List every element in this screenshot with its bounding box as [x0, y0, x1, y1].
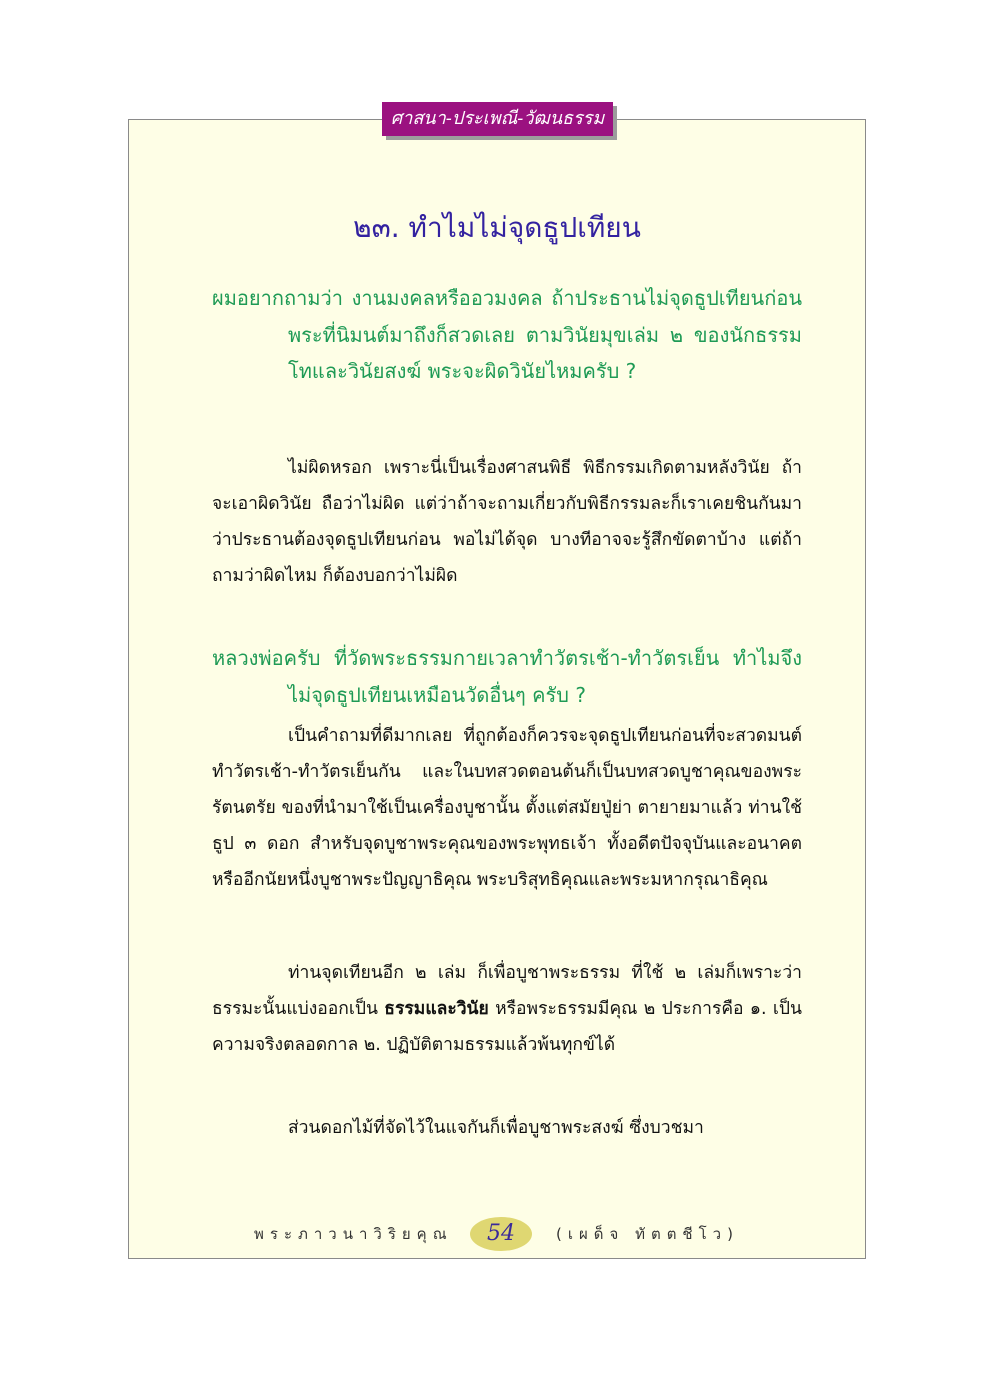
- page-number: 54: [470, 1217, 532, 1251]
- answer-3-text-end: หรือพระธรรมมีคุณ ๒ ประการคือ ๑. เป็นความจริงตลอดกาล ๒. ปฏิบัติตามธรรมแล้วพ้นทุกข์ได้: [212, 999, 802, 1055]
- section-tab: ศาสนา-ประเพณี-วัฒนธรรม: [382, 102, 613, 136]
- answer-3-bold-term: ธรรมและวินัย: [384, 999, 489, 1019]
- page-title: ๒๓. ทำไมไม่จุดธูปเทียน: [353, 211, 641, 244]
- answer-3: [212, 955, 802, 1063]
- answer-2: เป็นคำถามที่ดีมากเลย ที่ถูกต้องก็ควรจะจุดธูปเทียนก่อนที่จะสวดมนต์ทำวัตรเช้า-ทำวัตรเย็นกัน และในบทสวดตอนต้นก็เป็นบทสวดบูชาคุณของพระรัตนตรัย ของที่นำมาใช้เป็นเครื่องบูชานั้น ตั้งแต่สมัยปู่ย่า ตายายมาแล้ว ท่านใช้ธูป ๓ ดอก สำหรับจุดบูชาพระคุณของพระพุทธเจ้า ทั้งอดีตปัจจุบันและอนาคต หรืออีกนัยหนึ่งบูชาพระปัญญาธิคุณ พระบริสุทธิคุณและพระมหากรุณาธิคุณ: [212, 726, 802, 890]
- footer-author: พระภาวนาวิริยคุณ: [254, 1225, 453, 1243]
- footer-author-name: (เผด็จ ทัตตชีโว): [556, 1225, 739, 1243]
- question-2: หลวงพ่อครับ ที่วัดพระธรรมกายเวลาทำวัตรเช้า-ทำวัตรเย็น ทำไมจึงไม่จุดธูปเทียนเหมือนวัดอื่นๆ ครับ ?: [212, 646, 802, 707]
- question-1: ผมอยากถามว่า งานมงคลหรืออวมงคล ถ้าประธานไม่จุดธูปเทียนก่อน พระที่นิมนต์มาถึงก็สวดเลย ตามวินัยมุขเล่ม ๒ ของนักธรรมโทและวินัยสงฆ์ พระจะผิดวินัยไหมครับ ?: [212, 286, 802, 383]
- answer-4: ส่วนดอกไม้ที่จัดไว้ในแจกันก็เพื่อบูชาพระสงฆ์ ซึ่งบวชมา: [288, 1118, 704, 1138]
- answer-3-text-start: ท่านจุดเทียนอีก ๒ เล่ม ก็เพื่อบูชาพระธรรม ที่ใช้ ๒ เล่มก็เพราะว่าธรรมะนั้นแบ่งออกเป็น: [212, 963, 802, 1019]
- answer-1: ไม่ผิดหรอก เพราะนี่เป็นเรื่องศาสนพิธี พิธีกรรมเกิดตามหลังวินัย ถ้าจะเอาผิดวินัย ถือว่าไม่ผิด แต่ว่าถ้าจะถามเกี่ยวกับพิธีกรรมละก็เราเคยชินกันมาว่าประธานต้องจุดธูปเทียนก่อน พอไม่ได้จุด บางทีอาจจะรู้สึกขัดตาบ้าง แต่ถ้าถามว่าผิดไหม ก็ต้องบอกว่าไม่ผิด: [212, 458, 802, 586]
